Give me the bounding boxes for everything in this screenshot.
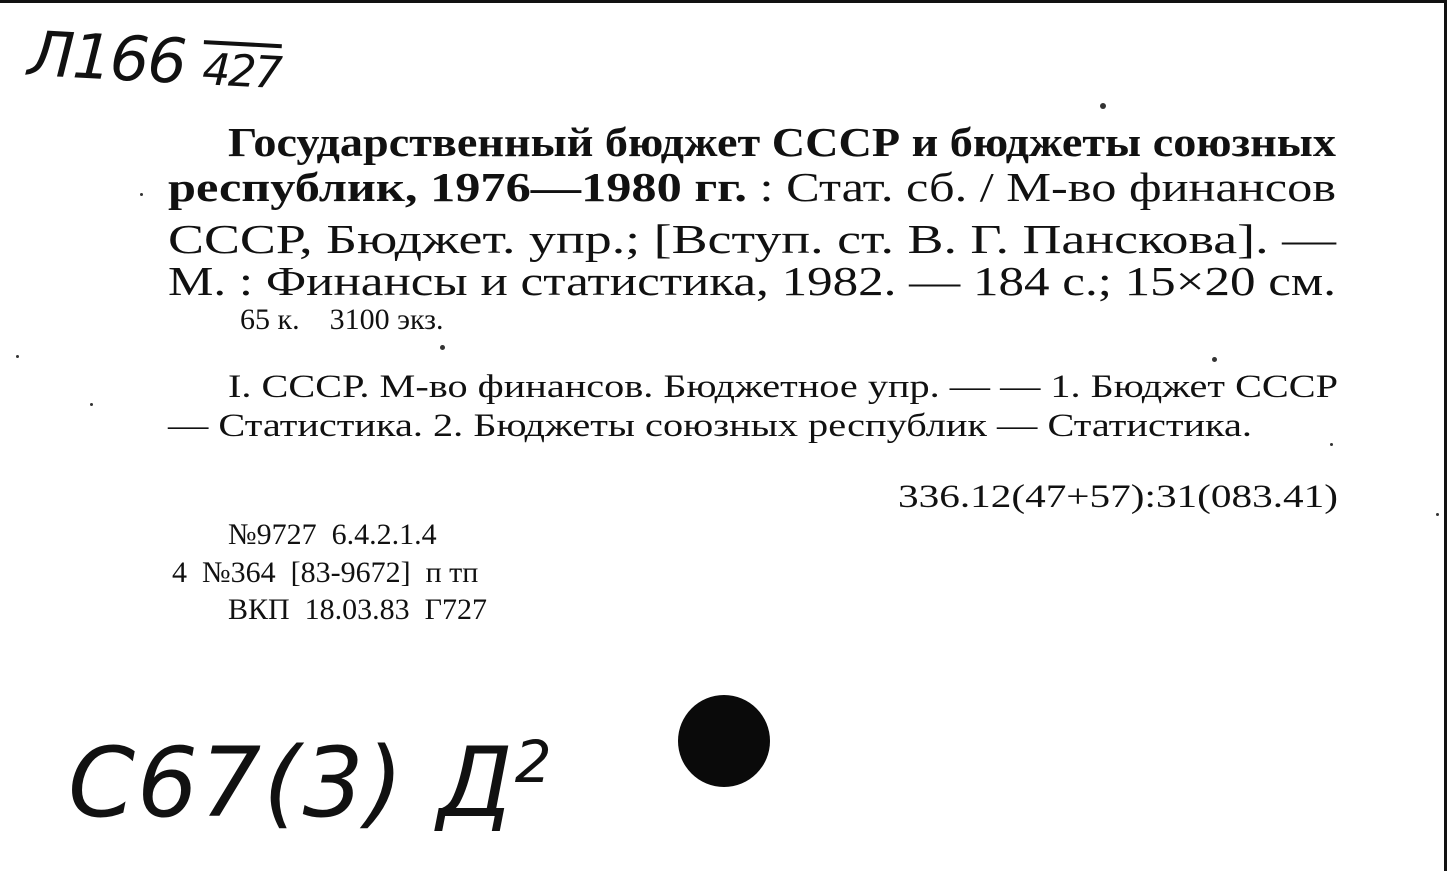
entry-title-part-2: республик, 1976—1980 гг.	[168, 164, 747, 210]
entry-line-1	[228, 118, 1336, 166]
udc-classification: 336.12(47+57):31(083.41)	[898, 479, 1338, 515]
handwritten-classification	[68, 727, 554, 839]
handwritten-class-code: С67(3)	[68, 727, 406, 839]
price-and-print-run: 65 к. 3100 экз.	[240, 303, 444, 336]
speck-mark	[1330, 443, 1333, 446]
speck-mark	[90, 403, 93, 406]
entry-imprint: М. : Финансы и статистика, 1982. — 184 с.; 15×20 см.	[168, 258, 1336, 304]
speck-mark	[1100, 103, 1106, 109]
subject-headings-line-2: — Статистика. 2. Бюджеты союзных республик — Статистика.	[168, 408, 1252, 444]
speck-mark	[440, 345, 445, 350]
entry-title-part-1: Государственный бюджет СССР и бюджеты союзных	[228, 119, 1336, 165]
speck-mark	[1212, 357, 1217, 362]
entry-line-2	[168, 163, 1336, 211]
entry-line-3: СССР, Бюджет. упр.; [Вступ. ст. В. Г. Панскова]. —	[168, 216, 1336, 262]
subject-headings-line-1: I. СССР. М-во финансов. Бюджетное упр. — — 1. Бюджет СССР	[228, 369, 1338, 405]
handwritten-fraction: 427	[201, 44, 282, 100]
handwritten-shelf-mark	[26, 17, 282, 103]
speck-mark	[140, 193, 143, 196]
handwritten-code: Л166	[26, 17, 187, 99]
speck-mark	[16, 355, 19, 358]
card-number-line: №9727 6.4.2.1.4	[228, 518, 437, 551]
handwritten-class-sup: 2	[514, 728, 554, 796]
entry-statement: : Стат. сб. / М-во финансов	[746, 164, 1336, 210]
chamber-date-line: ВКП 18.03.83 Г727	[228, 593, 488, 626]
punch-hole	[678, 695, 770, 787]
speck-mark	[1436, 513, 1439, 516]
handwritten-class-sub: Д	[437, 727, 515, 839]
order-number-line: 4 №364 [83-9672] п тп	[172, 556, 479, 589]
